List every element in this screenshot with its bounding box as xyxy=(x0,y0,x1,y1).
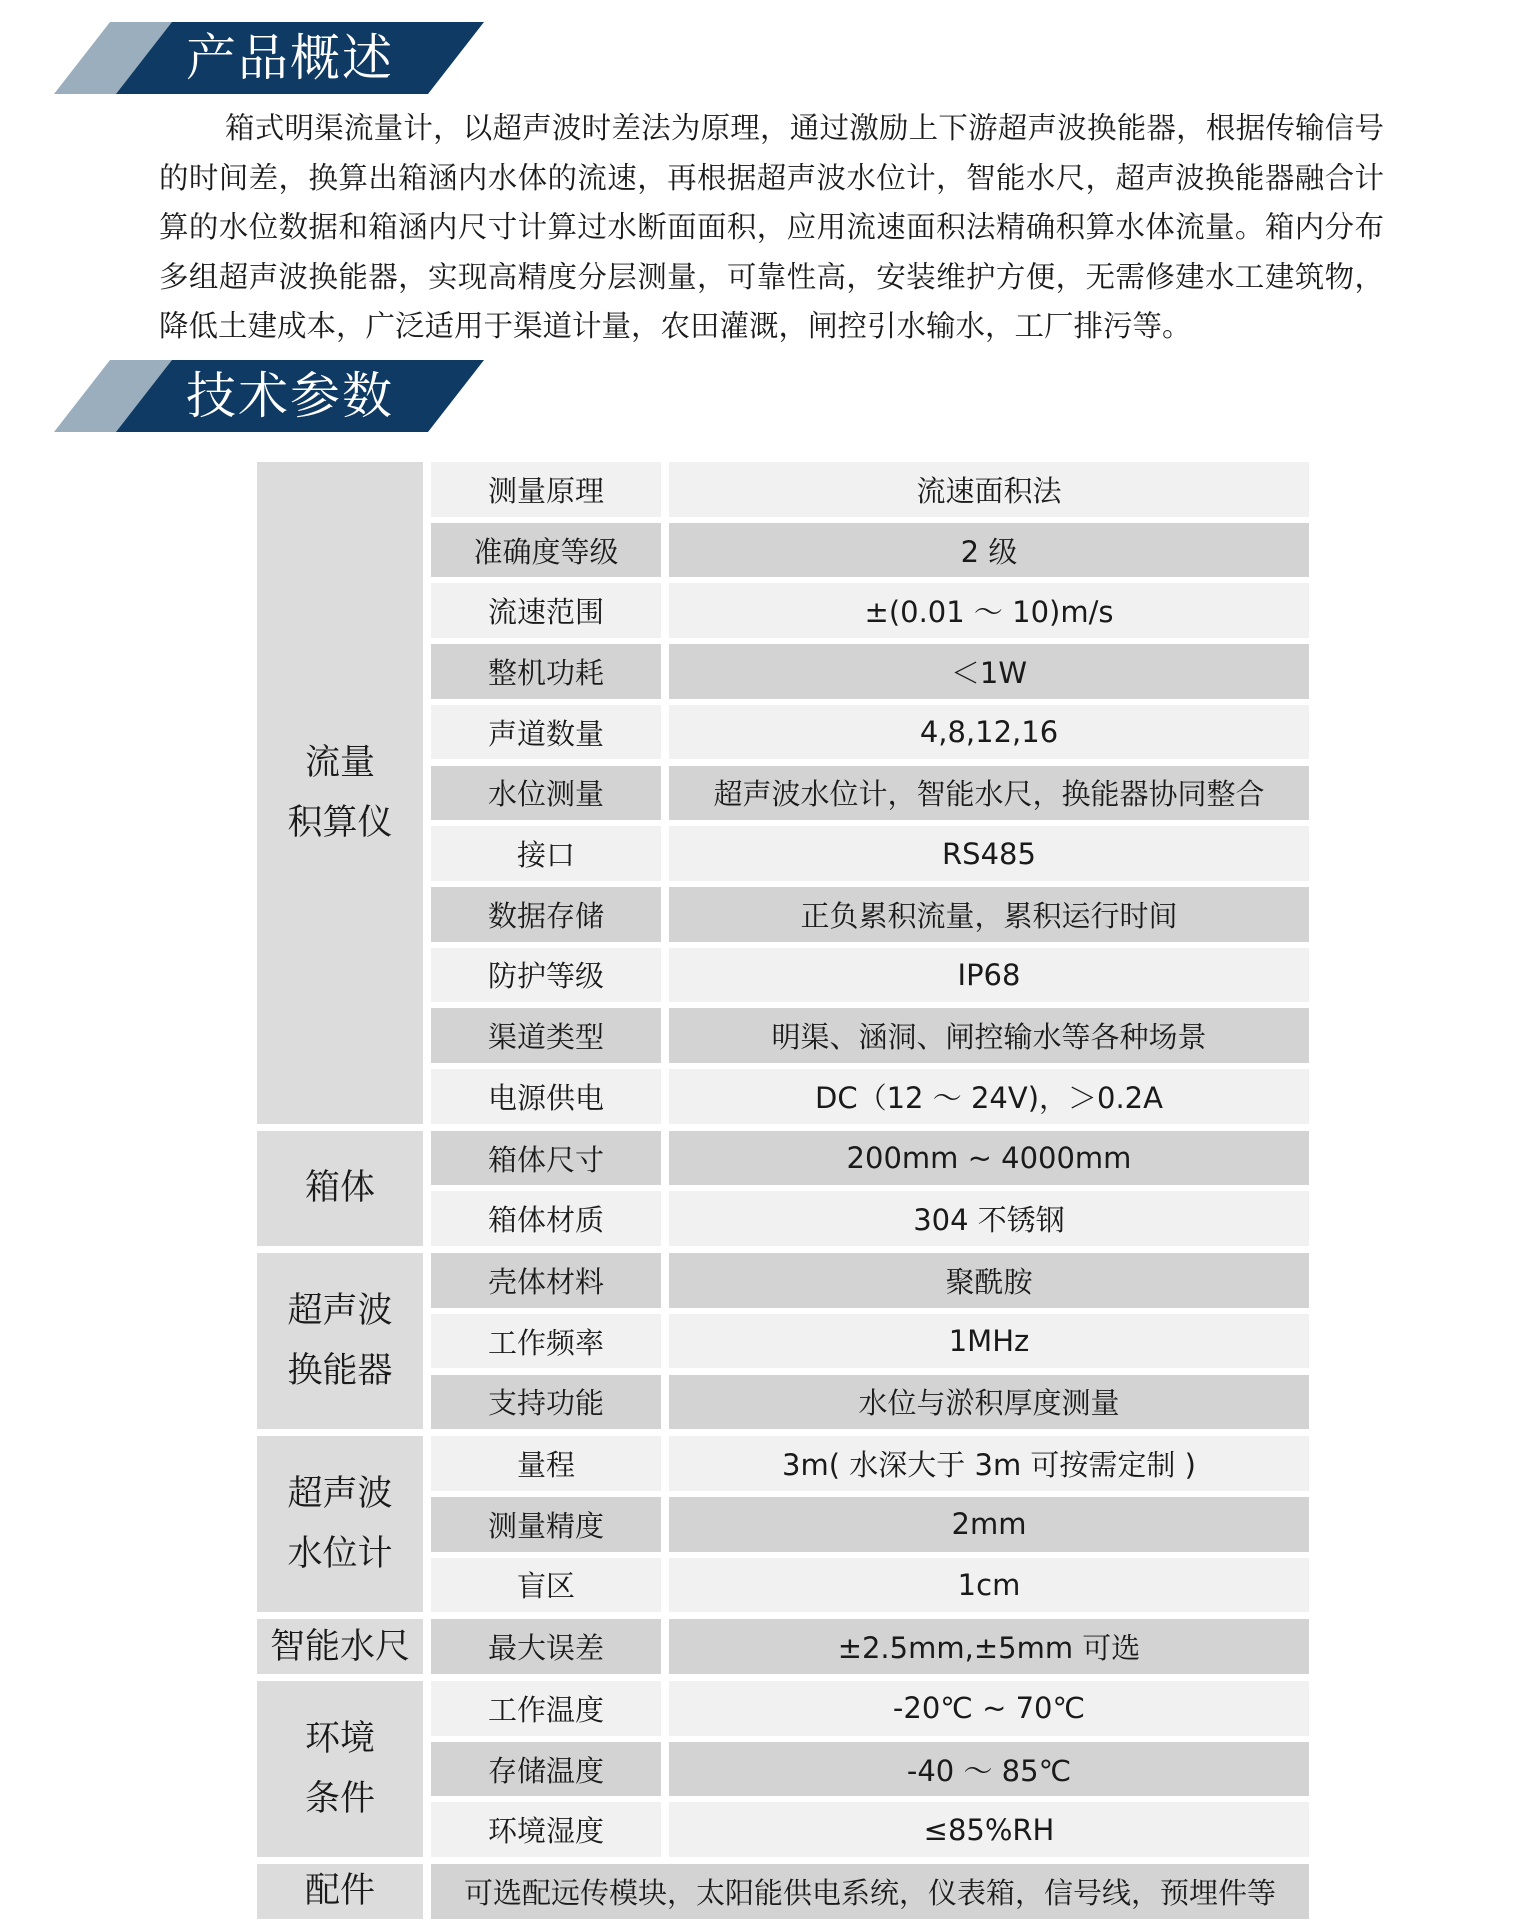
spec-merged-value: 可选配远传模块，太阳能供电系统，仪表箱，信号线，预埋件等 xyxy=(431,1864,1309,1919)
spec-param-name: 工作频率 xyxy=(431,1314,661,1369)
spec-param-name: 数据存储 xyxy=(431,887,661,942)
spec-param-value: ±(0.01 ～ 10)m/s xyxy=(669,583,1309,638)
spec-group-label: 超声波 换能器 xyxy=(257,1253,423,1429)
spec-param-name: 整机功耗 xyxy=(431,644,661,699)
spec-table xyxy=(257,462,1309,1912)
spec-param-name: 环境湿度 xyxy=(431,1802,661,1857)
spec-param-value: 聚酰胺 xyxy=(669,1253,1309,1308)
spec-param-value: ＜1W xyxy=(669,644,1309,699)
spec-param-name: 壳体材料 xyxy=(431,1253,661,1308)
spec-param-name: 存储温度 xyxy=(431,1742,661,1797)
spec-param-name: 支持功能 xyxy=(431,1375,661,1430)
spec-param-name: 测量精度 xyxy=(431,1497,661,1552)
spec-group-label: 超声波 水位计 xyxy=(257,1436,423,1612)
spec-param-value: -20℃ ~ 70℃ xyxy=(669,1681,1309,1736)
spec-param-value: 流速面积法 xyxy=(669,462,1309,517)
spec-param-name: 水位测量 xyxy=(431,766,661,821)
spec-group-label: 配件 xyxy=(257,1864,423,1919)
spec-param-name: 接口 xyxy=(431,826,661,881)
spec-param-value: 超声波水位计，智能水尺，换能器协同整合 xyxy=(669,766,1309,821)
spec-param-name: 量程 xyxy=(431,1436,661,1491)
spec-param-name: 最大误差 xyxy=(431,1619,661,1674)
spec-param-value: 3m( 水深大于 3m 可按需定制 ) xyxy=(669,1436,1309,1491)
spec-param-name: 测量原理 xyxy=(431,462,661,517)
spec-param-name: 箱体尺寸 xyxy=(431,1131,661,1186)
spec-param-value: 正负累积流量，累积运行时间 xyxy=(669,887,1309,942)
spec-param-value: 明渠、涵洞、闸控输水等各种场景 xyxy=(669,1008,1309,1063)
spec-group-label: 环境 条件 xyxy=(257,1681,423,1857)
spec-param-value: 水位与淤积厚度测量 xyxy=(669,1375,1309,1430)
spec-group-label: 箱体 xyxy=(257,1131,423,1246)
section-title-overview: 产品概述 xyxy=(186,29,394,87)
spec-group-label: 智能水尺 xyxy=(257,1619,423,1674)
spec-param-value: ±2.5mm,±5mm 可选 xyxy=(669,1619,1309,1674)
spec-param-value: DC（12 ～ 24V)，＞0.2A xyxy=(669,1069,1309,1124)
spec-param-name: 声道数量 xyxy=(431,705,661,760)
section-banner-spec xyxy=(54,360,484,432)
spec-param-value: 304 不锈钢 xyxy=(669,1191,1309,1246)
section-title-spec: 技术参数 xyxy=(186,367,394,425)
spec-param-name: 电源供电 xyxy=(431,1069,661,1124)
spec-param-value: 200mm ~ 4000mm xyxy=(669,1131,1309,1186)
spec-param-name: 工作温度 xyxy=(431,1681,661,1736)
spec-param-value: IP68 xyxy=(669,948,1309,1003)
spec-param-value: 2mm xyxy=(669,1497,1309,1552)
spec-param-value: 1MHz xyxy=(669,1314,1309,1369)
spec-param-name: 盲区 xyxy=(431,1558,661,1613)
spec-param-value: -40 ～ 85℃ xyxy=(669,1742,1309,1797)
spec-param-name: 渠道类型 xyxy=(431,1008,661,1063)
intro-paragraph: 箱式明渠流量计，以超声波时差法为原理，通过激励上下游超声波换能器，根据传输信号的时间差，换算出箱涵内水体的流速，再根据超声波水位计，智能水尺，超声波换能器融合计算的水位数据和箱涵内尺寸计算过水断面面积，应用流速面积法精确积算水体流量。箱内分布多组超声波换能器，实现高精度分层测量，可靠性高，安装维护方便，无需修建水工建筑物，降低土建成本，广泛适用于渠道计量，农田灌溉，闸控引水输水，工厂排污等。 xyxy=(159,111,1384,344)
spec-param-name: 防护等级 xyxy=(431,948,661,1003)
spec-param-value: 2 级 xyxy=(669,523,1309,578)
spec-param-value: 4,8,12,16 xyxy=(669,705,1309,760)
spec-param-name: 准确度等级 xyxy=(431,523,661,578)
spec-param-name: 流速范围 xyxy=(431,583,661,638)
spec-param-value: ≤85%RH xyxy=(669,1802,1309,1857)
spec-param-name: 箱体材质 xyxy=(431,1191,661,1246)
spec-param-value: RS485 xyxy=(669,826,1309,881)
section-banner-overview xyxy=(54,22,484,94)
spec-group-label: 流量 积算仪 xyxy=(257,462,423,1124)
spec-param-value: 1cm xyxy=(669,1558,1309,1613)
